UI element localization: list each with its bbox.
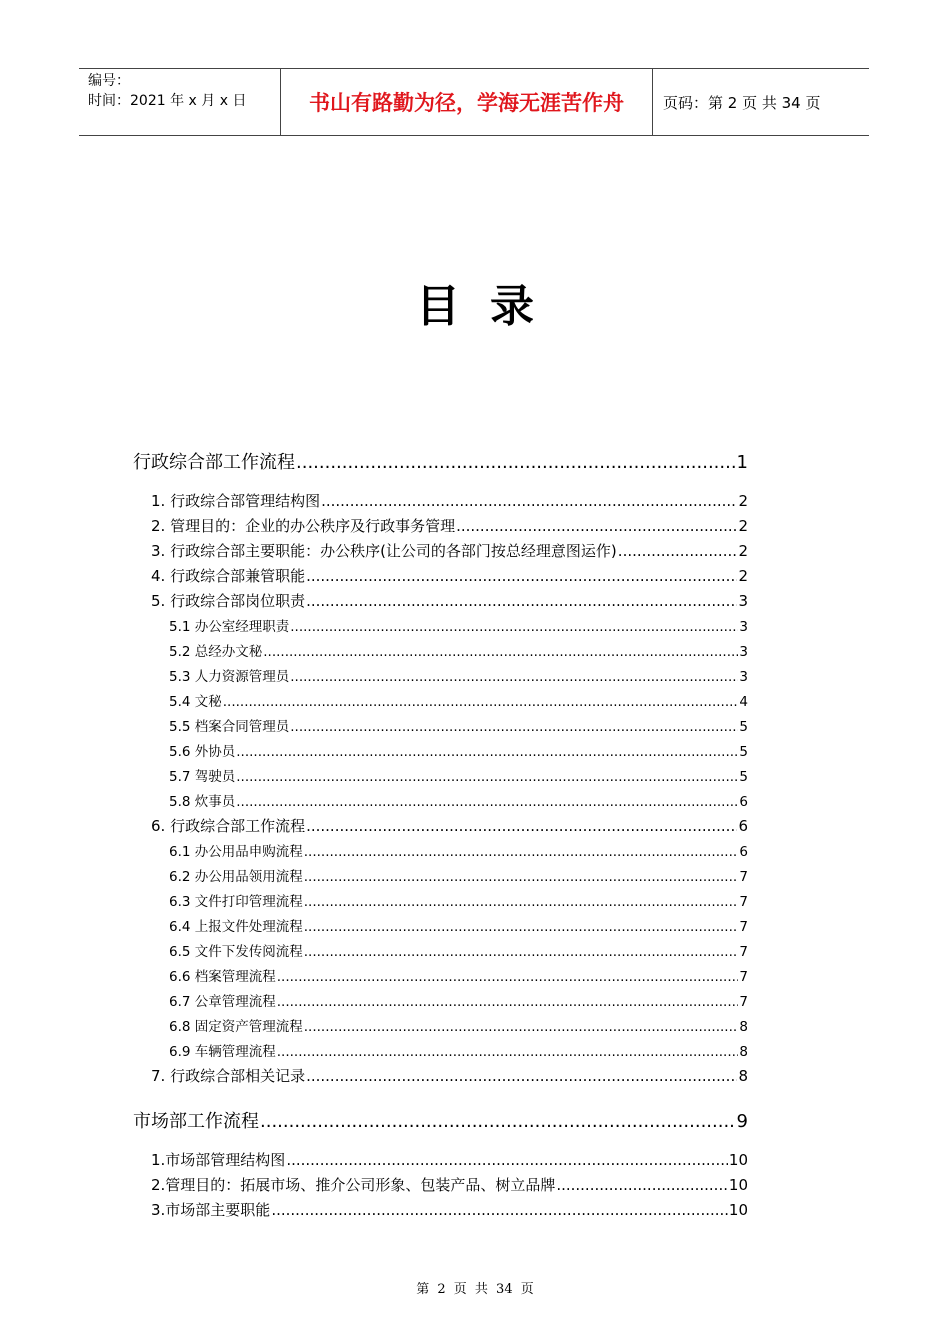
toc-entry[interactable]: [169, 890, 748, 910]
toc-entry-page: 3: [739, 619, 748, 635]
toc-entry-page: 5: [739, 769, 748, 785]
toc-entry-title: 5.6 外协员: [169, 744, 236, 760]
toc-entry-page: 8: [739, 1019, 748, 1035]
toc-leader-dots: [306, 1067, 737, 1085]
toc-entry[interactable]: [169, 715, 748, 735]
toc-entry-title: 5.2 总经办文秘: [169, 644, 263, 660]
toc-entry-page: 6: [739, 794, 748, 810]
toc-entry[interactable]: [169, 915, 748, 935]
header-number-label: 编号：: [88, 73, 130, 89]
toc-entry-page: 1: [736, 452, 748, 473]
toc-entry-title: 市场部工作流程: [133, 1111, 259, 1132]
toc-entry-title: 行政综合部工作流程: [133, 452, 295, 473]
toc-entry-title: 6.7 公章管理流程: [169, 994, 276, 1010]
toc-leader-dots: [260, 1111, 736, 1132]
toc-entry[interactable]: [151, 515, 748, 536]
toc-entry-page: 7: [739, 894, 748, 910]
toc-leader-dots: [304, 944, 739, 960]
toc-entry-page: 5: [739, 744, 748, 760]
toc-leader-dots: [236, 794, 738, 810]
toc-entry-page: 10: [728, 1176, 748, 1194]
toc-leader-dots: [223, 694, 739, 710]
toc-entry[interactable]: [151, 815, 748, 836]
toc-leader-dots: [236, 744, 738, 760]
toc-entry-page: 2: [738, 542, 748, 560]
toc-entry-page: 7: [739, 994, 748, 1010]
toc-leader-dots: [290, 619, 738, 635]
toc-leader-dots: [286, 1151, 728, 1169]
toc-leader-dots: [306, 592, 737, 610]
toc-entry[interactable]: [169, 990, 748, 1010]
toc-entry[interactable]: [133, 1107, 748, 1133]
toc-entry-page: 2: [738, 517, 748, 535]
toc-entry[interactable]: [151, 540, 748, 561]
toc-entry-page: 3: [739, 669, 748, 685]
toc-leader-dots: [306, 817, 737, 835]
toc-entry-title: 2. 管理目的：企业的办公秩序及行政事务管理: [151, 517, 456, 535]
toc-entry[interactable]: [169, 1015, 748, 1035]
toc-entry[interactable]: [169, 740, 748, 760]
toc-entry-title: 3.市场部主要职能: [151, 1201, 271, 1219]
toc-leader-dots: [556, 1176, 728, 1194]
toc-leader-dots: [290, 669, 738, 685]
toc-entry-title: 6.6 档案管理流程: [169, 969, 276, 985]
toc-leader-dots: [456, 517, 737, 535]
toc-entry-title: 5.1 办公室经理职责: [169, 619, 290, 635]
toc-entry-title: 6.3 文件打印管理流程: [169, 894, 303, 910]
toc-entry[interactable]: [151, 590, 748, 611]
toc-entry[interactable]: [133, 448, 748, 474]
toc-entry-page: 7: [739, 869, 748, 885]
toc-entry-title: 6.1 办公用品申购流程: [169, 844, 303, 860]
toc-entry[interactable]: [151, 1065, 748, 1086]
page-header: [79, 68, 869, 136]
toc-entry-page: 6: [739, 844, 748, 860]
toc-entry-page: 3: [739, 644, 748, 660]
toc-entry[interactable]: [169, 615, 748, 635]
toc-leader-dots: [618, 542, 738, 560]
toc-entry-page: 2: [738, 567, 748, 585]
toc-entry-title: 5.8 炊事员: [169, 794, 236, 810]
toc-leader-dots: [277, 994, 739, 1010]
toc-leader-dots: [304, 1019, 739, 1035]
toc-entry[interactable]: [151, 1199, 748, 1220]
toc-leader-dots: [304, 844, 739, 860]
toc-entry[interactable]: [151, 1174, 748, 1195]
toc-entry-title: 5.5 档案合同管理员: [169, 719, 290, 735]
toc-entry-title: 6.9 车辆管理流程: [169, 1044, 276, 1060]
toc-entry-title: 3. 行政综合部主要职能：办公秩序(让公司的各部门按总经理意图运作): [151, 542, 617, 560]
toc-entry-title: 7. 行政综合部相关记录: [151, 1067, 306, 1085]
toc-entry-title: 6.4 上报文件处理流程: [169, 919, 303, 935]
toc-entry-title: 6.5 文件下发传阅流程: [169, 944, 303, 960]
toc-entry-page: 8: [739, 1044, 748, 1060]
toc-entry-title: 1.市场部管理结构图: [151, 1151, 286, 1169]
toc-leader-dots: [306, 567, 737, 585]
toc-entry-page: 9: [736, 1111, 748, 1132]
toc-entry-title: 5.4 文秘: [169, 694, 222, 710]
toc-entry[interactable]: [169, 690, 748, 710]
header-meta: [79, 69, 280, 135]
toc-entry[interactable]: [151, 565, 748, 586]
toc-entry-title: 5. 行政综合部岗位职责: [151, 592, 306, 610]
toc-entry-title: 6.8 固定资产管理流程: [169, 1019, 303, 1035]
toc-entry[interactable]: [169, 1040, 748, 1060]
toc-leader-dots: [321, 492, 737, 510]
toc-entry-page: 8: [738, 1067, 748, 1085]
toc-entry-page: 10: [728, 1201, 748, 1219]
toc-entry[interactable]: [169, 865, 748, 885]
header-time-label: 时间：2021 年 x 月 x 日: [88, 93, 247, 109]
toc-entry-title: 5.3 人力资源管理员: [169, 669, 290, 685]
toc-entry[interactable]: [151, 490, 748, 511]
toc-leader-dots: [290, 719, 738, 735]
toc-entry-title: 6.2 办公用品领用流程: [169, 869, 303, 885]
document-title: 目录: [416, 281, 564, 332]
toc-entry-page: 3: [738, 592, 748, 610]
toc-entry-title: 6. 行政综合部工作流程: [151, 817, 306, 835]
toc-leader-dots: [236, 769, 738, 785]
toc-entry[interactable]: [169, 840, 748, 860]
toc-entry[interactable]: [169, 940, 748, 960]
page-footer: 第 2 页 共 34 页: [416, 1282, 534, 1297]
toc-leader-dots: [263, 644, 738, 660]
toc-entry[interactable]: [169, 765, 748, 785]
toc-entry-title: 2.管理目的：拓展市场、推介公司形象、包装产品、树立品牌: [151, 1176, 556, 1194]
toc-leader-dots: [277, 969, 739, 985]
toc-entry-page: 5: [739, 719, 748, 735]
toc-leader-dots: [277, 1044, 739, 1060]
toc-entry-title: 4. 行政综合部兼管职能: [151, 567, 306, 585]
toc-entry[interactable]: [169, 665, 748, 685]
toc-leader-dots: [304, 894, 739, 910]
toc-entry[interactable]: [169, 965, 748, 985]
toc-entry[interactable]: [151, 1149, 748, 1170]
toc-entry-page: 7: [739, 919, 748, 935]
toc-entry-page: 2: [738, 492, 748, 510]
toc-entry-page: 10: [728, 1151, 748, 1169]
toc-entry-page: 7: [739, 944, 748, 960]
toc-entry-page: 4: [739, 694, 748, 710]
header-motto: 书山有路勤为径，学海无涯苦作舟: [280, 69, 653, 135]
toc-leader-dots: [304, 869, 739, 885]
toc-entry[interactable]: [169, 640, 748, 660]
toc-entry-page: 7: [739, 969, 748, 985]
toc-entry-title: 5.7 驾驶员: [169, 769, 236, 785]
toc-entry[interactable]: [169, 790, 748, 810]
toc-entry-title: 1. 行政综合部管理结构图: [151, 492, 321, 510]
toc-leader-dots: [304, 919, 739, 935]
header-page-info: 页码：第 2 页 共 34 页: [663, 93, 821, 112]
toc-leader-dots: [271, 1201, 728, 1219]
toc-leader-dots: [296, 452, 736, 473]
toc-entry-page: 6: [738, 817, 748, 835]
